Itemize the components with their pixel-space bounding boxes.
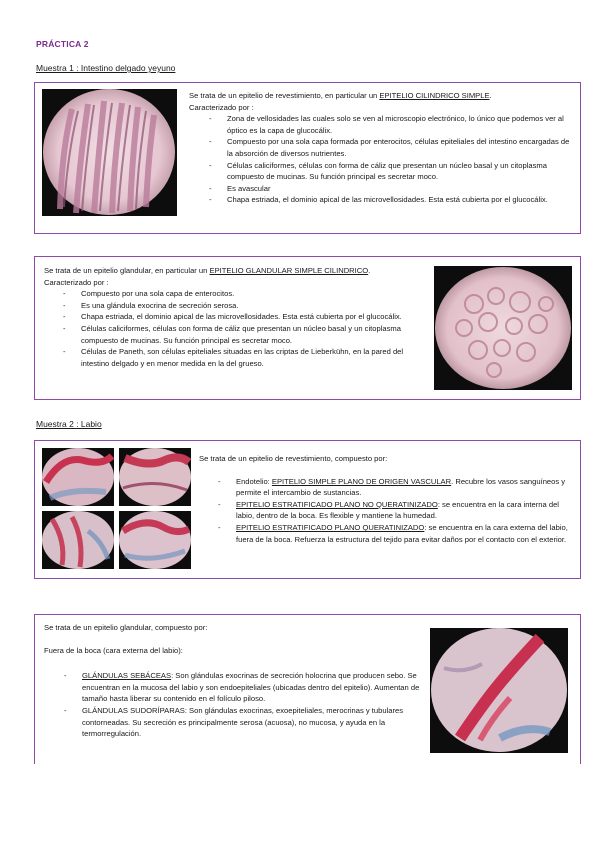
micrograph-lip-4	[119, 511, 191, 569]
list-item-text: Compuesto por una sola capa de enterocitos.	[81, 289, 235, 299]
list-item: - Chapa estriada, el dominio apical de las microvellosidades. Esta está cubierta por el glucocálix.	[209, 195, 548, 205]
box4-intro: Se trata de un epitelio glandular, compuesto por:	[44, 623, 208, 632]
list-item-underlined: EPITELIO SIMPLE PLANO DE ORIGEN VASCULAR	[271, 476, 452, 486]
section-heading-muestra-2: Muestra 2 : Labio	[36, 419, 102, 429]
micrograph-intestine-villi	[42, 89, 177, 216]
box2-intro-end: .	[368, 266, 371, 275]
list-item-prefix: Endotelio:	[236, 476, 272, 486]
box2-text	[44, 265, 430, 369]
micrograph-lip-1	[42, 448, 114, 506]
list-item: - Es una glándula exocrina de secreción serosa.	[63, 300, 239, 310]
list-item-text: Células caliciformes, células con forma de cáliz que presentan un núcleo basal y un citoplasma compuesto de mucinas. Su función principal es secretar moco.	[227, 160, 547, 182]
content-box-epitelio-revestimiento-labio	[34, 440, 581, 579]
box3-list	[218, 476, 571, 546]
content-box-epitelio-glandular	[34, 256, 581, 400]
list-item-text: Células caliciformes, células con forma de cáliz que presentan un núcleo basal y un citoplasma compuesto de mucinas. Su función principal es secretar moco.	[81, 323, 401, 345]
list-item-text: : se encuentra en la cara interna del labio, dentro de la boca. Es flexible y mantiene la humedad.	[236, 499, 559, 521]
box2-intro-text: Se trata de un epitelio glandular, en particular un	[44, 266, 210, 275]
box1-list	[209, 113, 574, 206]
box1-intro-text: Se trata de un epitelio de revestimiento, en particular un	[189, 91, 380, 100]
list-item: - Células caliciformes, células con forma de cáliz que presentan un núcleo basal y un citoplasma compuesto de mucinas. Su función principal es secretar moco.	[63, 323, 401, 345]
section-heading-muestra-1: Muestra 1 : Intestino delgado yeyuno	[36, 63, 176, 73]
box2-intro-underlined: EPITELIO GLANDULAR SIMPLE CILINDRICO	[209, 266, 369, 275]
list-item: - EPITELIO ESTRATIFICADO PLANO QUERATINIZADO: se encuentra en la cara externa del labio, fuera de la boca. Refuerza la estructura del tejido para evitar daños por el contacto con el exterior.	[218, 522, 568, 544]
box1-intro-underlined: EPITELIO CILINDRICO SIMPLE	[379, 91, 490, 100]
box1-intro-end: .	[489, 91, 492, 100]
list-item-text: Es avascular	[227, 183, 271, 193]
list-item-text: Zona de vellosidades las cuales solo se ven al microscopio electrónico, lo único que podemos ver al óptico es la capa de glucocálix.	[227, 114, 564, 135]
list-item-text: Chapa estriada, el dominio apical de las microvellosidades. Esta está cubierta por el glucocálix.	[227, 195, 548, 205]
micrograph-lip-glands	[430, 628, 568, 753]
box3-text	[199, 453, 571, 545]
list-item: - Compuesto por una sola capa formada por enterocitos, células epiteliales del intestino encargadas de la absorción de diversos nutrientes.	[209, 137, 570, 158]
box2-intro	[44, 265, 430, 277]
list-item-text: : Son glándulas exocrinas de secreción holocrina que producen sebo. Se encuentran en la mucosa del labio y son endoepiteliales (ubicadas dentro del epitelio). Aumentan de tamaño hasta liberar su contenido en el folículo piloso.	[82, 671, 420, 704]
micrograph-lip-3	[42, 511, 114, 569]
list-item-underlined: EPITELIO ESTRATIFICADO PLANO NO QUERATINIZADO	[236, 499, 438, 509]
list-item: - EPITELIO ESTRATIFICADO PLANO NO QUERATINIZADO: se encuentra en la cara interna del labio, dentro de la boca. Es flexible y mantiene la humedad.	[218, 499, 559, 521]
box1-caracterizado: Caracterizado por :	[189, 102, 254, 112]
box1-intro	[189, 90, 574, 102]
list-item: - Zona de vellosidades las cuales solo se ven al microscopio electrónico, lo único que podemos ver al óptico es la capa de glucocálix.	[209, 114, 564, 135]
list-item: - Células caliciformes, células con forma de cáliz que presentan un núcleo basal y un citoplasma compuesto de mucinas. Su función principal es secretar moco.	[209, 160, 547, 182]
content-box-epitelio-glandular-labio	[34, 614, 581, 764]
content-box-epitelio-cilindrico	[34, 82, 581, 234]
box2-caracterizado: Caracterizado por :	[44, 277, 109, 287]
list-item: - Chapa estriada, el dominio apical de las microvellosidades. Esta está cubierta por el glucocálix.	[63, 312, 402, 322]
list-item: - GLÁNDULAS SUDORÍPARAS: Son glándulas exocrinas, exoepiteliales, merocrinas y tubulares contorneadas. Su secreción es principalmente serosa (acuosa), no mucosa, y ayuda en la termorregulación.	[64, 705, 404, 739]
micrograph-intestinal-glands	[434, 266, 572, 390]
box4-list	[64, 670, 426, 740]
list-item: - Endotelio: EPITELIO SIMPLE PLANO DE ORIGEN VASCULAR. Recubre los vasos sanguíneos y permite el intercambio de sustancias.	[218, 476, 566, 498]
list-item-underlined: EPITELIO ESTRATIFICADO PLANO QUERATINIZADO	[236, 522, 425, 532]
list-item-text: GLÁNDULAS SUDORÍPARAS: Son glándulas exocrinas, exoepiteliales, merocrinas y tubulares contorneadas. Su secreción es principalmente serosa (acuosa), no mucosa, y ayuda en la termorregulación.	[82, 705, 404, 739]
box1-text	[189, 90, 574, 206]
box4-text	[44, 622, 426, 740]
box2-list	[63, 288, 430, 369]
micrograph-lip-2	[119, 448, 191, 506]
box3-intro: Se trata de un epitelio de revestimiento, compuesto por:	[199, 454, 388, 463]
list-item: - Es avascular	[209, 183, 271, 193]
list-item-text: Es una glándula exocrina de secreción serosa.	[81, 300, 239, 310]
list-item-text: . Recubre los vasos sanguíneos y permite el intercambio de sustancias.	[236, 476, 566, 498]
list-item-underlined: GLÁNDULAS SEBÁCEAS	[82, 671, 172, 681]
list-item: - Compuesto por una sola capa de enterocitos.	[63, 289, 235, 299]
list-item-text: Compuesto por una sola capa formada por enterocitos, células epiteliales del intestino encargadas de la absorción de diversos nutrientes.	[227, 137, 570, 158]
page-title: PRÁCTICA 2	[36, 39, 89, 49]
list-item-text: Células de Paneth, son células epiteliales situadas en las criptas de Lieberkühn, en la pared del intestino delgado y en menor medida en la del grueso.	[81, 347, 404, 368]
list-item: - GLÁNDULAS SEBÁCEAS: Son glándulas exocrinas de secreción holocrina que producen sebo. Se encuentran en la mucosa del labio y son endoepiteliales (ubicadas dentro del epitelio). Aumentan de tamaño hasta liberar su contenido en el folículo piloso.	[64, 671, 420, 704]
list-item: - Células de Paneth, son células epiteliales situadas en las criptas de Lieberkühn, en la pared del intestino delgado y en menor medida en la del grueso.	[63, 347, 404, 368]
list-item-text: Chapa estriada, el dominio apical de las microvellosidades. Esta está cubierta por el glucocálix.	[81, 312, 402, 322]
list-item-text: : se encuentra en la cara externa del labio, fuera de la boca. Refuerza la estructura del tejido para evitar daños por el contacto con el exterior.	[236, 522, 568, 544]
box4-subheading: Fuera de la boca (cara externa del labio):	[44, 645, 183, 655]
